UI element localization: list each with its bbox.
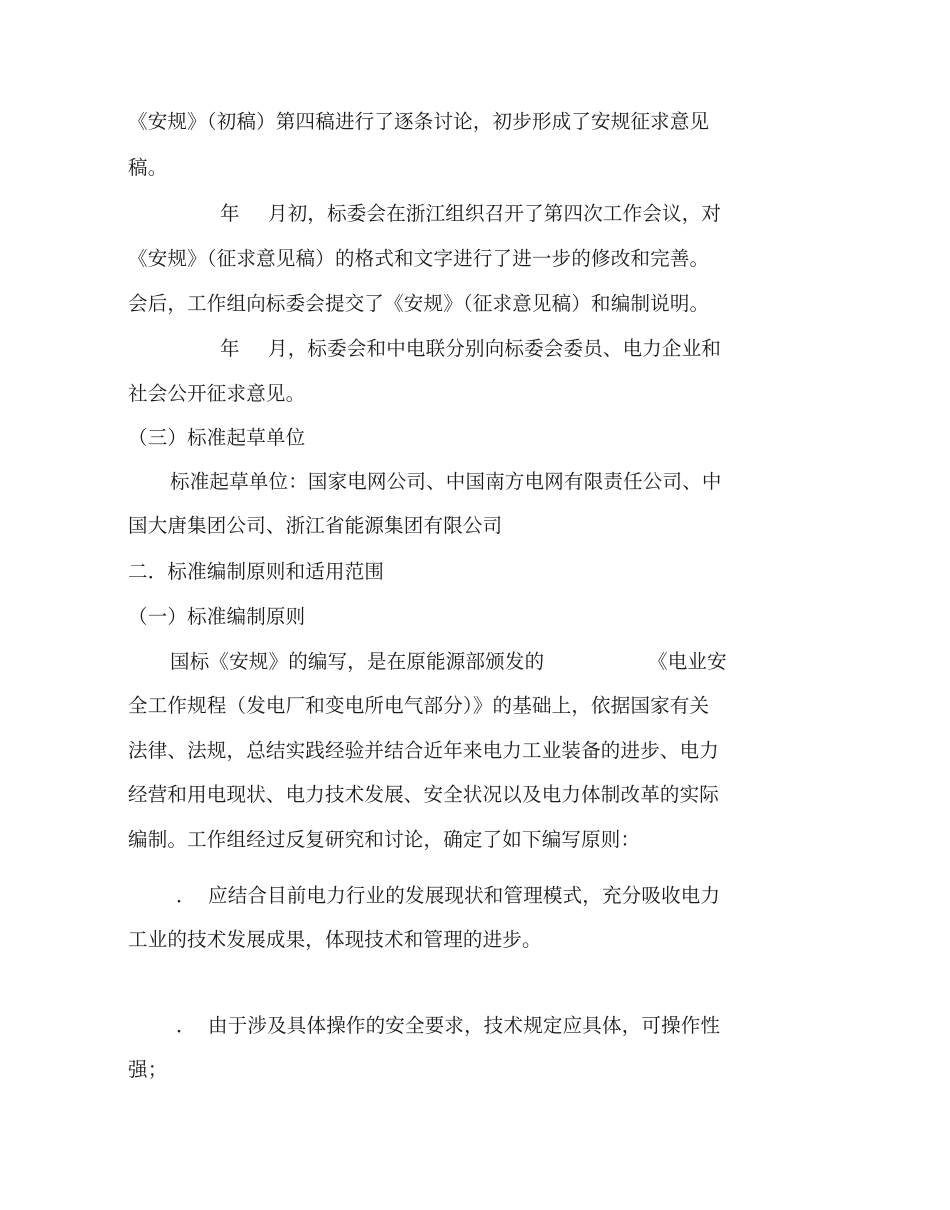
paragraph-line: 社会公开征求意见。	[128, 382, 306, 405]
paragraph-line: 全工作规程（发电厂和变电所电气部分）》的基础上，依据国家有关	[128, 694, 710, 717]
year-placeholder: 年	[220, 202, 240, 225]
paragraph-line: 稿。	[128, 156, 168, 179]
year-placeholder: 年	[220, 337, 240, 360]
paragraph-line: 《电业安	[648, 650, 727, 673]
list-marker: ．	[176, 884, 196, 907]
paragraph-line: 《安规》（征求意见稿）的格式和文字进行了进一步的修改和完善。	[128, 247, 710, 270]
paragraph-line: 《安规》（初稿）第四稿进行了逐条讨论，初步形成了安规征求意见	[128, 110, 710, 133]
list-item-line: 强；	[128, 1058, 168, 1081]
list-item-line: 应结合目前电力行业的发展现状和管理模式，充分吸收电力	[208, 884, 721, 907]
paragraph-line: 编制。工作组经过反复研究和讨论，确定了如下编写原则：	[128, 828, 641, 851]
paragraph-line: 会后，工作组向标委会提交了《安规》（征求意见稿）和编制说明。	[128, 292, 710, 315]
paragraph-line: 月，标委会和中电联分别向标委会委员、电力企业和	[268, 337, 722, 360]
paragraph-line: 国标《安规》的编写，是在原能源部颁发的	[170, 650, 545, 673]
paragraph-line: 国大唐集团公司、浙江省能源集团有限公司	[128, 514, 503, 537]
paragraph-line: 标准起草单位：国家电网公司、中国南方电网有限责任公司、中	[170, 470, 722, 493]
list-marker: ．	[176, 1014, 196, 1037]
paragraph-line: 月初，标委会在浙江组织召开了第四次工作会议，对	[268, 202, 722, 225]
paragraph-line: 法律、法规，总结实践经验并结合近年来电力工业装备的进步、电力	[128, 739, 720, 762]
chapter-heading: 二．标准编制原则和适用范围	[128, 560, 385, 583]
section-heading: （三）标准起草单位	[128, 426, 306, 449]
section-heading: （一）标准编制原则	[128, 605, 306, 628]
list-item-line: 工业的技术发展成果，体现技术和管理的进步。	[128, 928, 542, 951]
paragraph-line: 经营和用电现状、电力技术发展、安全状况以及电力体制改革的实际	[128, 783, 720, 806]
list-item-line: 由于涉及具体操作的安全要求，技术规定应具体，可操作性	[208, 1014, 721, 1037]
